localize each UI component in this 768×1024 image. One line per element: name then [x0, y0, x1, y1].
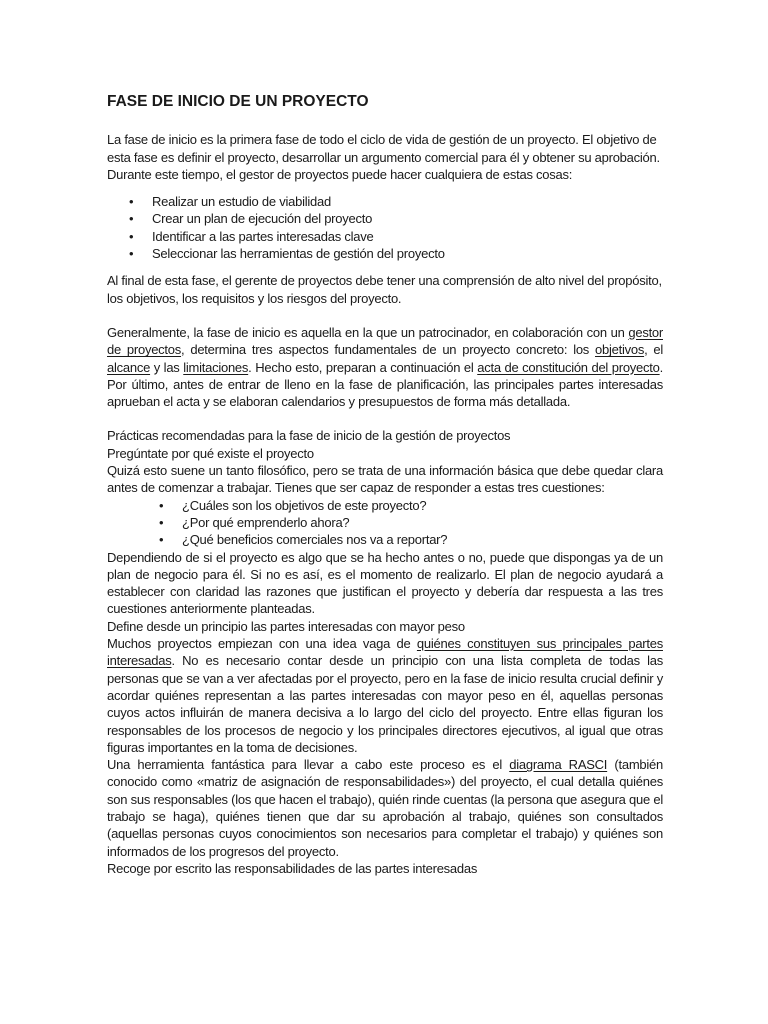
questions-list: [107, 497, 663, 549]
business-plan-paragraph: Dependiendo de si el proyecto es algo que se ha hecho antes o no, puede que dispongas ya de un plan de negocio para él. Si no es así, es el momento de realizarlo. El plan de negocio ayudará a establecer con claridad las razones que justifican el proyecto y debería dar respuesta a las tres cuestiones anteriormente planteadas.: [107, 549, 663, 617]
list-item: • ¿Qué beneficios comerciales nos va a reportar?: [107, 531, 663, 548]
intro-paragraph: La fase de inicio es la primera fase de todo el ciclo de vida de gestión de un proyecto. El objetivo de esta fase es definir el proyecto, desarrollar un argumento comercial para él y obtener su aprobación. Durante este tiempo, el gestor de proyectos puede hacer cualquiera de estas cosas:: [107, 132, 660, 182]
sponsor-paragraph: Generalmente, la fase de inicio es aquella en la que un patrocinador, en colaboración con un gestor de proyectos, determina tres aspectos fundamentales de un proyecto concreto: los objetivos, el alcance y las limitaciones. Hecho esto, preparan a continuación el acta de constitución del proyecto. Por último, antes de entrar de lleno en la fase de planificación, las principales partes interesadas aprueban el acta y se elaboran calendarios y presupuestos de forma más detallada.: [107, 324, 664, 410]
rasci-paragraph: Una herramienta fantástica para llevar a cabo este proceso es el diagrama RASCI (también conocido como «matriz de asignación de responsabilidades») del proyecto, el cual detalla quiénes son sus responsables (los que hacen el trabajo), quién rinde cuentas (la persona que asegura que el trabajo se haga), quiénes tienen que dar su aprobación al trabajo, quiénes son consultados (aquellas personas cuyos conocimientos son necesarios para completar el trabajo) y quiénes son informados de los progresos del proyecto.: [107, 757, 663, 859]
list-item: • Crear un plan de ejecución del proyecto: [107, 210, 663, 227]
list-item: • ¿Por qué emprenderlo ahora?: [107, 514, 663, 531]
list-item: • Seleccionar las herramientas de gestión del proyecto: [107, 245, 663, 262]
link-partes-interesadas[interactable]: quiénes constituyen sus principales partes interesadas: [107, 636, 663, 669]
document-content: [107, 93, 663, 877]
section-heading: Prácticas recomendadas para la fase de inicio de la gestión de proyectos: [107, 428, 511, 444]
link-gestor-proyectos[interactable]: gestor de proyectos: [107, 324, 663, 358]
subheading-purpose: Pregúntate por qué existe el proyecto: [107, 445, 314, 461]
link-objetivos[interactable]: objetivos: [595, 342, 645, 358]
document-title: FASE DE INICIO DE UN PROYECTO: [107, 93, 369, 110]
link-limitaciones[interactable]: limitaciones: [183, 359, 249, 375]
link-diagrama-rasci[interactable]: diagrama RASCI: [509, 757, 608, 773]
list-item: • Identificar a las partes interesadas clave: [107, 228, 663, 245]
tasks-list: [107, 193, 663, 262]
subheading-stakeholders: Define desde un principio las partes interesadas con mayor peso: [107, 618, 465, 634]
link-alcance[interactable]: alcance: [107, 359, 151, 375]
link-acta-constitucion[interactable]: acta de constitución del proyecto: [477, 359, 660, 375]
purpose-paragraph: Quizá esto suene un tanto filosófico, pero se trata de una información básica que debe quedar clara antes de comenzar a trabajar. Tienes que ser capaz de responder a estas tres cuestiones:: [107, 463, 663, 496]
stakeholders-paragraph: Muchos proyectos empiezan con una idea vaga de quiénes constituyen sus principales partes interesadas. No es necesario contar desde un principio con una lista completa de todas las personas que se van a ver afectadas por el proyecto, pero en la fase de inicio resulta crucial definir y acordar quiénes representan a las partes interesadas con mayor peso en él, aquellas personas cuyos actos influirán de manera decisiva a lo largo del ciclo del proyecto. Entre ellas figuran los responsables de los procesos de negocio y los principales directores ejecutivos, al igual que otras figuras importantes en la toma de decisiones.: [107, 636, 663, 755]
subheading-responsibilities: Recoge por escrito las responsabilidades de las partes interesadas: [107, 860, 478, 876]
list-item: • Realizar un estudio de viabilidad: [107, 193, 663, 210]
summary-paragraph: Al final de esta fase, el gerente de proyectos debe tener una comprensión de alto nivel del propósito, los objetivos, los requisitos y los riesgos del proyecto.: [107, 273, 662, 306]
list-item: • ¿Cuáles son los objetivos de este proyecto?: [107, 497, 663, 514]
